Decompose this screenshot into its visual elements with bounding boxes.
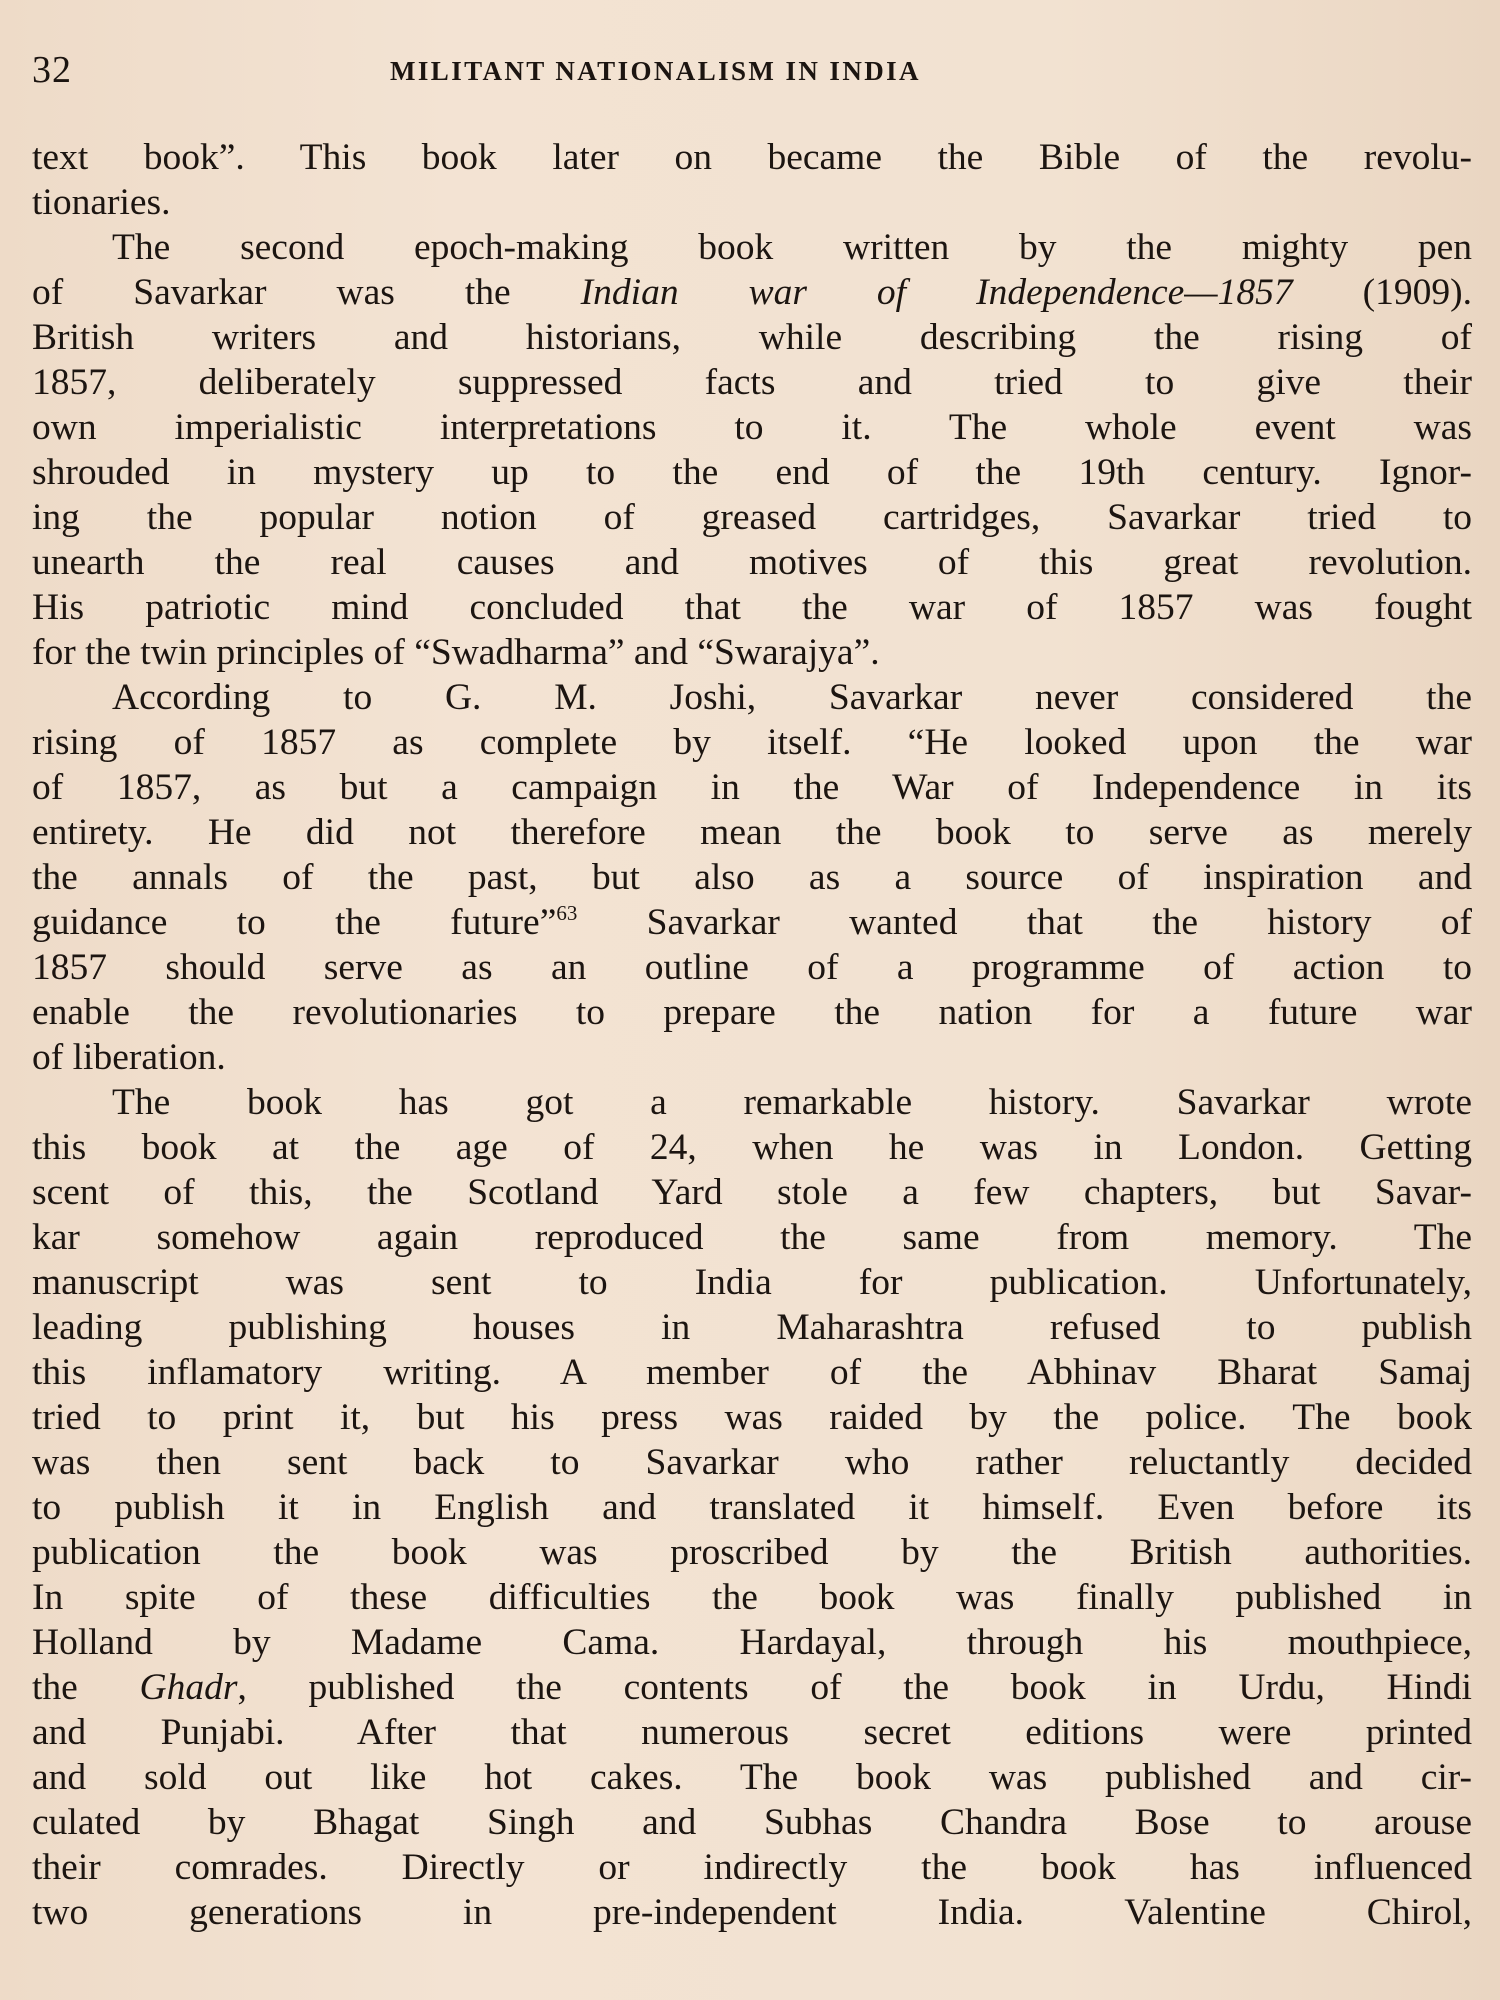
text-line: was then sent back to Savarkar who rather reluctantly decided [32, 1442, 1472, 1483]
text-line: tried to print it, but his press was raided by the police. The book [32, 1397, 1472, 1438]
text-line: guidance to the future”$^{63}$ Savarkar wanted that the history of [32, 901, 1472, 943]
footnote-ref: 63 [556, 901, 578, 925]
text-line: The second epoch-making book written by the mighty pen [112, 227, 1472, 268]
text-line: to publish it in English and translated it himself. Even before its [32, 1487, 1472, 1528]
text-line: of liberation. [32, 1037, 226, 1078]
text-line: scent of this, the Scotland Yard stole a few chapters, but Savar- [32, 1172, 1472, 1213]
text-line: The book has got a remarkable history. Savarkar wrote [112, 1082, 1472, 1123]
text-line: tionaries. [32, 182, 171, 223]
text-line: own imperialistic interpretations to it. The whole event was [32, 407, 1472, 448]
text-line: British writers and historians, while describing the rising of [32, 317, 1472, 358]
newspaper-title-italic: Ghadr [139, 1667, 238, 1708]
page-number: 32 [32, 49, 72, 91]
text-line: kar somehow again reproduced the same from memory. The [32, 1217, 1472, 1258]
text-line: leading publishing houses in Maharashtra refused to publish [32, 1307, 1472, 1348]
text-line: text book”. This book later on became the Bible of the revolu- [32, 137, 1472, 178]
running-title: MILITANT NATIONALISM IN INDIA [390, 56, 921, 86]
running-head [32, 48, 1476, 98]
text-line: of Savarkar was the Indian war of Independence—1857 (1909). [32, 272, 1473, 313]
text-line: this inflamatory writing. A member of the Abhinav Bharat Samaj [32, 1352, 1472, 1393]
text-line: and Punjabi. After that numerous secret editions were printed [32, 1712, 1472, 1753]
text-line: the Ghadr, published the contents of the book in Urdu, Hindi [32, 1667, 1472, 1708]
book-title-italic: Indian war of Independence—1857 [580, 272, 1293, 313]
text-line: this book at the age of 24, when he was in London. Getting [32, 1127, 1472, 1168]
text-line: shrouded in mystery up to the end of the 19th century. Ignor- [32, 452, 1472, 493]
text-line: for the twin principles of “Swadharma” and “Swarajya”. [32, 632, 880, 673]
text-line: entirety. He did not therefore mean the book to serve as merely [32, 812, 1472, 853]
text-line: rising of 1857 as complete by itself. “He looked upon the war [32, 722, 1472, 763]
text-line: culated by Bhagat Singh and Subhas Chandra Bose to arouse [32, 1802, 1472, 1843]
text-line: their comrades. Directly or indirectly the book has influenced [32, 1847, 1472, 1888]
text-line: enable the revolutionaries to prepare the nation for a future war [32, 992, 1472, 1033]
text-line: manuscript was sent to India for publication. Unfortunately, [32, 1262, 1472, 1303]
body-text [32, 135, 1472, 1935]
text-line: 1857, deliberately suppressed facts and tried to give their [32, 362, 1472, 403]
text-line: two generations in pre-independent India. Valentine Chirol, [32, 1892, 1472, 1933]
text-line: In spite of these difficulties the book was finally published in [32, 1577, 1472, 1618]
text-line: His patriotic mind concluded that the war of 1857 was fought [32, 587, 1472, 628]
text-line: ing the popular notion of greased cartridges, Savarkar tried to [32, 497, 1472, 538]
text-line: of 1857, as but a campaign in the War of Independence in its [32, 767, 1472, 808]
text-line: publication the book was proscribed by the British authorities. [32, 1532, 1472, 1573]
text-line: According to G. M. Joshi, Savarkar never considered the [112, 677, 1472, 718]
text-line: Holland by Madame Cama. Hardayal, through his mouthpiece, [32, 1622, 1472, 1663]
text-line: the annals of the past, but also as a source of inspiration and [32, 857, 1472, 898]
text-line: and sold out like hot cakes. The book was published and cir- [32, 1757, 1472, 1798]
text-line: unearth the real causes and motives of this great revolution. [32, 542, 1472, 583]
text-line: 1857 should serve as an outline of a programme of action to [32, 947, 1472, 988]
